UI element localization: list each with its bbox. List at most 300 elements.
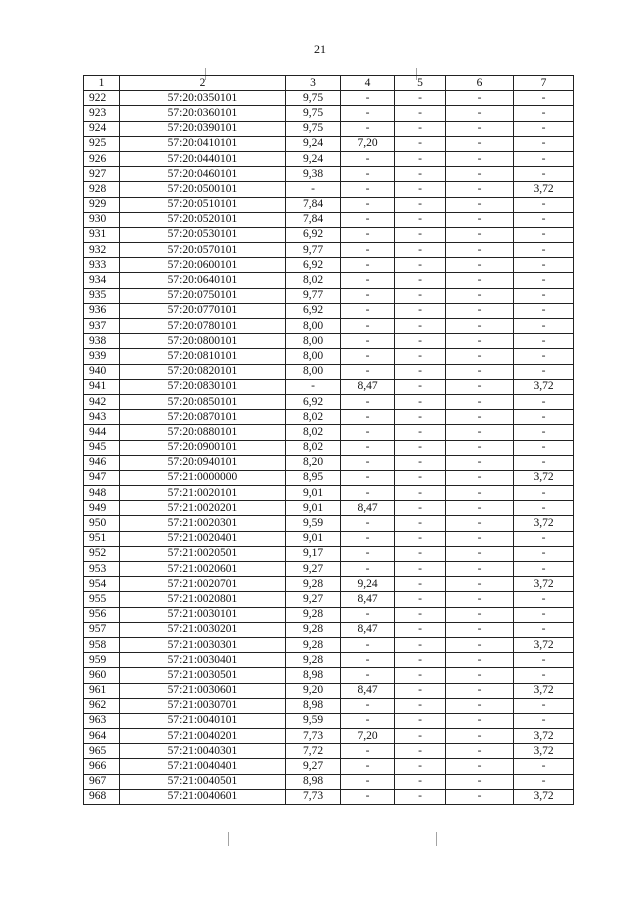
table-row (84, 637, 574, 652)
table-cell: 928 (84, 182, 120, 197)
table-cell: - (341, 713, 395, 728)
table-cell: - (341, 182, 395, 197)
table-cell: - (514, 531, 574, 546)
table-row (84, 121, 574, 136)
table-cell: 9,28 (286, 577, 341, 592)
table-cell: - (341, 698, 395, 713)
table-cell: - (395, 212, 446, 227)
table-cell: - (395, 729, 446, 744)
table-cell: 57:20:0820101 (120, 364, 286, 379)
table-cell: - (341, 637, 395, 652)
table-cell: 960 (84, 668, 120, 683)
table-cell: - (395, 501, 446, 516)
table-cell: - (514, 349, 574, 364)
table-cell: - (514, 136, 574, 151)
table-cell: - (446, 744, 514, 759)
table-cell: - (514, 243, 574, 258)
table-cell: - (446, 501, 514, 516)
table-cell: 57:21:0030201 (120, 622, 286, 637)
table-cell: - (395, 546, 446, 561)
column-header: 1 (84, 76, 120, 91)
table-cell: 6,92 (286, 394, 341, 409)
table-cell: 933 (84, 258, 120, 273)
table-cell: - (514, 668, 574, 683)
table-cell: - (341, 516, 395, 531)
table-cell: - (395, 607, 446, 622)
table-cell: 9,77 (286, 243, 341, 258)
table-cell: 8,00 (286, 364, 341, 379)
table-cell: - (395, 303, 446, 318)
table-cell: 8,00 (286, 349, 341, 364)
table-cell: - (341, 607, 395, 622)
table-cell: 9,24 (341, 577, 395, 592)
table-cell: - (395, 106, 446, 121)
table-cell: 57:20:0570101 (120, 243, 286, 258)
table-cell: 930 (84, 212, 120, 227)
table-cell: 947 (84, 470, 120, 485)
table-cell: 956 (84, 607, 120, 622)
table-row (84, 470, 574, 485)
header-row (84, 76, 574, 91)
table-cell: 8,00 (286, 319, 341, 334)
table-cell: 964 (84, 729, 120, 744)
table-cell: - (514, 698, 574, 713)
table-cell: - (395, 258, 446, 273)
table-cell: - (395, 243, 446, 258)
table-cell: - (446, 303, 514, 318)
table-cell: - (395, 698, 446, 713)
table-row (84, 607, 574, 622)
table-cell: - (341, 653, 395, 668)
table-cell: - (514, 106, 574, 121)
table-cell: - (446, 91, 514, 106)
table-cell: - (395, 577, 446, 592)
table-cell: - (341, 410, 395, 425)
table-cell: 9,24 (286, 151, 341, 166)
table-cell: 9,17 (286, 546, 341, 561)
table-cell: - (341, 470, 395, 485)
table-cell: - (341, 364, 395, 379)
table-cell: - (341, 197, 395, 212)
table-cell: 967 (84, 774, 120, 789)
column-header: 2 (120, 76, 286, 91)
table-cell: - (395, 759, 446, 774)
table-cell: - (446, 364, 514, 379)
table-cell: 57:21:0040501 (120, 774, 286, 789)
table-cell: 9,27 (286, 759, 341, 774)
table-cell: - (446, 653, 514, 668)
table-cell: 57:21:0020301 (120, 516, 286, 531)
table-cell: - (395, 440, 446, 455)
table-cell: - (395, 394, 446, 409)
table-cell: 8,47 (341, 592, 395, 607)
table-cell: 932 (84, 243, 120, 258)
table-cell: - (514, 364, 574, 379)
table-cell: 7,72 (286, 744, 341, 759)
table-cell: 3,72 (514, 182, 574, 197)
table-cell: 57:21:0030701 (120, 698, 286, 713)
table-cell: - (395, 622, 446, 637)
table-cell: 8,02 (286, 425, 341, 440)
table-row (84, 546, 574, 561)
table-cell: 953 (84, 562, 120, 577)
table-cell: 951 (84, 531, 120, 546)
table-cell: - (446, 288, 514, 303)
table-cell: 57:21:0020101 (120, 486, 286, 501)
table-cell: - (446, 258, 514, 273)
column-header: 7 (514, 76, 574, 91)
table-cell: - (395, 167, 446, 182)
table-cell: 57:21:0030601 (120, 683, 286, 698)
table-cell: 936 (84, 303, 120, 318)
table-cell: 57:21:0040301 (120, 744, 286, 759)
table-row (84, 653, 574, 668)
table-cell: - (395, 410, 446, 425)
table-cell: - (341, 562, 395, 577)
table-cell: 3,72 (514, 683, 574, 698)
table-cell: - (514, 562, 574, 577)
table-cell: - (446, 243, 514, 258)
table-cell: - (395, 668, 446, 683)
table-cell: 57:21:0040101 (120, 713, 286, 728)
table-cell: 9,27 (286, 562, 341, 577)
column-header: 6 (446, 76, 514, 91)
column-header: 4 (341, 76, 395, 91)
table-cell: 57:20:0900101 (120, 440, 286, 455)
table-row (84, 182, 574, 197)
table-cell: - (514, 197, 574, 212)
table-cell: 8,02 (286, 440, 341, 455)
table-cell: 6,92 (286, 303, 341, 318)
table-cell: - (514, 121, 574, 136)
table-cell: - (341, 789, 395, 804)
table-cell: 948 (84, 486, 120, 501)
table-cell: 57:20:0390101 (120, 121, 286, 136)
table-cell: - (395, 288, 446, 303)
table-cell: 935 (84, 288, 120, 303)
table-cell: - (286, 379, 341, 394)
table-row (84, 713, 574, 728)
table-cell: 6,92 (286, 258, 341, 273)
table-cell: 9,77 (286, 288, 341, 303)
table-cell: 57:21:0040201 (120, 729, 286, 744)
table-cell: 57:20:0360101 (120, 106, 286, 121)
table-cell: 6,92 (286, 227, 341, 242)
table-cell: 3,72 (514, 516, 574, 531)
table-cell: - (341, 91, 395, 106)
table-cell: 961 (84, 683, 120, 698)
table-cell: 955 (84, 592, 120, 607)
table-cell: - (446, 607, 514, 622)
table-cell: 941 (84, 379, 120, 394)
table-cell: 937 (84, 319, 120, 334)
table-cell: 926 (84, 151, 120, 166)
table-cell: - (446, 227, 514, 242)
table-cell: 7,84 (286, 197, 341, 212)
table-row (84, 622, 574, 637)
table-cell: 3,72 (514, 577, 574, 592)
table-cell: 57:20:0600101 (120, 258, 286, 273)
table-cell: - (341, 774, 395, 789)
table-cell: - (446, 151, 514, 166)
table-cell: 57:20:0780101 (120, 319, 286, 334)
table-cell: - (446, 759, 514, 774)
table-row (84, 319, 574, 334)
table-cell: - (514, 440, 574, 455)
table-cell: - (446, 212, 514, 227)
table-cell: 3,72 (514, 637, 574, 652)
table-cell: 9,01 (286, 531, 341, 546)
table-cell: - (341, 759, 395, 774)
table-row (84, 683, 574, 698)
table-cell: - (446, 774, 514, 789)
table-row (84, 136, 574, 151)
table-cell: - (341, 319, 395, 334)
table-cell: - (446, 622, 514, 637)
table-cell: 9,28 (286, 637, 341, 652)
table-cell: 8,98 (286, 668, 341, 683)
table-cell: 3,72 (514, 789, 574, 804)
table-cell: - (446, 698, 514, 713)
table-cell: - (395, 653, 446, 668)
table-cell: - (341, 668, 395, 683)
table-cell: - (446, 531, 514, 546)
table-cell: 954 (84, 577, 120, 592)
table-cell: 940 (84, 364, 120, 379)
table-cell: 57:21:0020801 (120, 592, 286, 607)
table-cell: 949 (84, 501, 120, 516)
table-cell: 57:21:0020401 (120, 531, 286, 546)
table-cell: - (446, 486, 514, 501)
table-cell: - (514, 167, 574, 182)
table-cell: - (395, 470, 446, 485)
table-row (84, 349, 574, 364)
table-cell: 924 (84, 121, 120, 136)
table-cell: 950 (84, 516, 120, 531)
table-row (84, 151, 574, 166)
table-row (84, 592, 574, 607)
table-row (84, 379, 574, 394)
table-cell: 9,75 (286, 106, 341, 121)
table-row (84, 789, 574, 804)
table-cell: - (395, 334, 446, 349)
table-cell: 934 (84, 273, 120, 288)
table-cell: - (446, 668, 514, 683)
table-cell: 8,47 (341, 622, 395, 637)
table-cell: 3,72 (514, 470, 574, 485)
table-cell: 966 (84, 759, 120, 774)
table-cell: - (446, 425, 514, 440)
table-cell: 9,28 (286, 653, 341, 668)
table-cell: - (395, 789, 446, 804)
table-cell: 57:21:0040401 (120, 759, 286, 774)
table-cell: 959 (84, 653, 120, 668)
table-cell: 3,72 (514, 729, 574, 744)
table-row (84, 744, 574, 759)
table-cell: 939 (84, 349, 120, 364)
table-cell: - (446, 577, 514, 592)
table-cell: 925 (84, 136, 120, 151)
table-cell: 7,84 (286, 212, 341, 227)
table-cell: 57:21:0020201 (120, 501, 286, 516)
table-cell: - (341, 212, 395, 227)
table-cell: - (446, 729, 514, 744)
table-cell: 3,72 (514, 379, 574, 394)
scan-line (228, 832, 229, 846)
table-row (84, 243, 574, 258)
table-cell: - (395, 637, 446, 652)
table-cell: 944 (84, 425, 120, 440)
table-cell: 7,20 (341, 136, 395, 151)
table-cell: 9,28 (286, 622, 341, 637)
table-cell: - (514, 501, 574, 516)
table-cell: - (446, 637, 514, 652)
table-row (84, 197, 574, 212)
table-row (84, 486, 574, 501)
table-cell: 929 (84, 197, 120, 212)
table-cell: - (341, 121, 395, 136)
table-cell: - (395, 197, 446, 212)
table-cell: - (395, 774, 446, 789)
table-cell: 946 (84, 455, 120, 470)
table-cell: 9,01 (286, 486, 341, 501)
table-cell: - (514, 455, 574, 470)
table-cell: 8,98 (286, 698, 341, 713)
table-cell: 57:20:0850101 (120, 394, 286, 409)
table-cell: 943 (84, 410, 120, 425)
table-row (84, 774, 574, 789)
table-cell: 57:20:0530101 (120, 227, 286, 242)
table-cell: - (341, 394, 395, 409)
table-cell: 9,28 (286, 607, 341, 622)
table-cell: 962 (84, 698, 120, 713)
table-cell: - (446, 121, 514, 136)
table-cell: - (395, 349, 446, 364)
table-cell: 57:20:0880101 (120, 425, 286, 440)
table-cell: 8,47 (341, 683, 395, 698)
table-cell: - (514, 212, 574, 227)
table-cell: - (446, 379, 514, 394)
table-cell: - (446, 273, 514, 288)
table-cell: - (341, 243, 395, 258)
table-cell: 8,47 (341, 379, 395, 394)
scan-line (436, 832, 437, 846)
table-cell: - (341, 151, 395, 166)
table-cell: 57:21:0040601 (120, 789, 286, 804)
table-row (84, 167, 574, 182)
table-cell: - (395, 151, 446, 166)
table-row (84, 698, 574, 713)
table-cell: 8,98 (286, 774, 341, 789)
table-row (84, 577, 574, 592)
table-row (84, 394, 574, 409)
table-row (84, 364, 574, 379)
table-cell: 57:20:0940101 (120, 455, 286, 470)
table-cell: - (286, 182, 341, 197)
table-cell: - (395, 486, 446, 501)
table-cell: 7,73 (286, 729, 341, 744)
table-cell: - (514, 486, 574, 501)
table-cell: - (446, 789, 514, 804)
table-cell: 3,72 (514, 744, 574, 759)
table-cell: - (395, 121, 446, 136)
table-cell: - (341, 167, 395, 182)
table-cell: - (395, 683, 446, 698)
table-row (84, 455, 574, 470)
table-cell: - (446, 106, 514, 121)
table-cell: 922 (84, 91, 120, 106)
table-cell: - (446, 319, 514, 334)
table-cell: - (341, 486, 395, 501)
table-cell: - (395, 425, 446, 440)
table-cell: 942 (84, 394, 120, 409)
table-cell: - (395, 592, 446, 607)
table-cell: 9,24 (286, 136, 341, 151)
table-row (84, 273, 574, 288)
table-cell: 957 (84, 622, 120, 637)
table-cell: - (341, 273, 395, 288)
table-cell: 923 (84, 106, 120, 121)
table-cell: - (514, 288, 574, 303)
table-cell: - (514, 91, 574, 106)
table-cell: - (395, 136, 446, 151)
column-header: 3 (286, 76, 341, 91)
table-row (84, 410, 574, 425)
table-cell: - (341, 334, 395, 349)
table-cell: 57:20:0460101 (120, 167, 286, 182)
column-header: 5 (395, 76, 446, 91)
table-cell: - (446, 546, 514, 561)
table-cell: - (514, 425, 574, 440)
page-number: 21 (314, 42, 326, 56)
table-cell: - (514, 319, 574, 334)
table-cell: 57:20:0510101 (120, 197, 286, 212)
table-cell: - (514, 622, 574, 637)
table-cell: - (395, 91, 446, 106)
table-cell: - (395, 319, 446, 334)
table-cell: 57:21:0030101 (120, 607, 286, 622)
table-cell: - (341, 288, 395, 303)
table-cell: 952 (84, 546, 120, 561)
table-cell: 57:20:0870101 (120, 410, 286, 425)
table-cell: - (341, 106, 395, 121)
table-cell: - (341, 349, 395, 364)
table-cell: - (514, 151, 574, 166)
table-cell: 9,38 (286, 167, 341, 182)
table-cell: 9,59 (286, 713, 341, 728)
table-cell: - (446, 197, 514, 212)
table-cell: 57:21:0030501 (120, 668, 286, 683)
table-cell: 57:20:0520101 (120, 212, 286, 227)
table-cell: - (514, 334, 574, 349)
table-cell: - (514, 592, 574, 607)
table-row (84, 516, 574, 531)
data-table (83, 75, 574, 805)
table-cell: - (514, 227, 574, 242)
table-cell: 57:20:0750101 (120, 288, 286, 303)
table-cell: 57:21:0030401 (120, 653, 286, 668)
table-cell: - (341, 258, 395, 273)
table-row (84, 729, 574, 744)
table-cell: - (341, 227, 395, 242)
table-cell: 8,00 (286, 334, 341, 349)
table-row (84, 334, 574, 349)
table-cell: - (446, 440, 514, 455)
table-cell: - (395, 562, 446, 577)
table-cell: 57:20:0810101 (120, 349, 286, 364)
table-cell: - (446, 713, 514, 728)
table-cell: - (446, 562, 514, 577)
